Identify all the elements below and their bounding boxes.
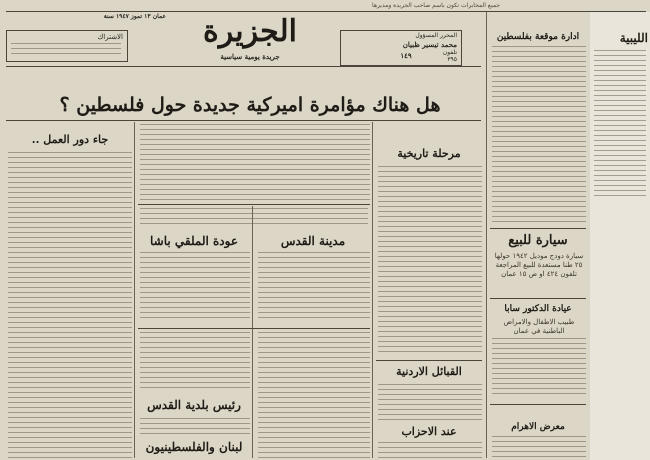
hist-col-head: مرحلة تاريخية	[397, 147, 461, 160]
masthead-title: الجزيرة	[202, 14, 297, 49]
headline-rule	[6, 120, 481, 121]
news-head: ادارة موقعة بفلسطين	[496, 32, 580, 42]
main-headline: هل هناك مؤامرة اميركية جديدة حول فلسطين ؟	[59, 94, 441, 116]
news-text	[492, 46, 586, 224]
return-text	[140, 252, 250, 322]
quds-text	[258, 252, 370, 322]
ahzab-head: عند الاحزاب	[401, 425, 457, 438]
editor-name: محمد تيسير ظبيان	[402, 40, 457, 49]
editor-box	[340, 30, 462, 66]
ahzab-text	[378, 442, 482, 458]
clinic-ad-head: عيادة الدكتور سابا	[504, 304, 572, 314]
date-line: عمان ١٣ تموز ١٩٤٧ سنة	[103, 13, 166, 20]
middle-divider	[252, 206, 253, 458]
editor-label: المحرر المسؤول	[415, 32, 457, 39]
hist-col-text	[378, 166, 482, 356]
car-rule	[490, 228, 586, 229]
shop-ad-text	[492, 436, 586, 458]
return-head: عودة الملقي باشا	[149, 234, 239, 248]
clinic-rule	[490, 298, 586, 299]
middle-top-text	[140, 208, 368, 228]
clinic-ad-body: طبيب الاطفال والامراض الباطنية في عمان	[503, 318, 575, 335]
shop-rule	[490, 404, 586, 405]
car-ad-body: سيارة دودج موديل ١٩٤٢ حولها ٢٥ طنا مستعدة للبيع المراجعة تلفون ٤٢٤ او ص ١٥ عمان	[494, 252, 584, 278]
hist-col-divider	[372, 122, 373, 458]
shop-ad-head: معرض الاهرام	[511, 422, 565, 432]
lede-text	[140, 124, 370, 200]
lower-quds-text	[258, 332, 370, 458]
editor-number: ١٤٩	[400, 51, 412, 60]
right-col-divider	[486, 12, 487, 458]
car-ad-head: سيارة للبيع	[508, 233, 568, 248]
baladiya-head: رئيس بلدية القدس	[147, 398, 241, 412]
subscription-label: الاشتراك	[97, 33, 123, 41]
masthead-rule	[6, 66, 481, 67]
right-top-text	[594, 50, 646, 200]
phone-label: تلفون	[442, 49, 457, 56]
phone-number: ٣٩٥	[447, 56, 457, 63]
top-strip: جميع المخابرات تكون باسم صاحب الجريدة ومديرها	[372, 2, 500, 9]
lebanon-head: لبنان والفلسطينيون	[145, 440, 243, 454]
subscription-box	[6, 30, 128, 62]
subscription-text	[11, 43, 121, 57]
right-top-head: الليبية	[619, 31, 648, 45]
qabail-head: القبائل الاردنية	[396, 365, 462, 378]
left-col-divider	[134, 122, 135, 458]
lower-middle-rule	[138, 328, 370, 329]
middle-rule	[138, 204, 370, 205]
qabail-text	[378, 384, 482, 422]
left-col-head: جاء دور العمل ..	[31, 133, 109, 146]
left-col-text	[8, 152, 132, 458]
baladiya-text	[140, 332, 250, 392]
clinic-ad-text	[492, 338, 586, 398]
lebanon-text	[140, 418, 250, 436]
masthead-subtitle: جريدة يومية سياسية	[220, 52, 280, 61]
quds-head: مدينة القدس	[280, 234, 346, 248]
qabail-rule	[376, 360, 482, 361]
